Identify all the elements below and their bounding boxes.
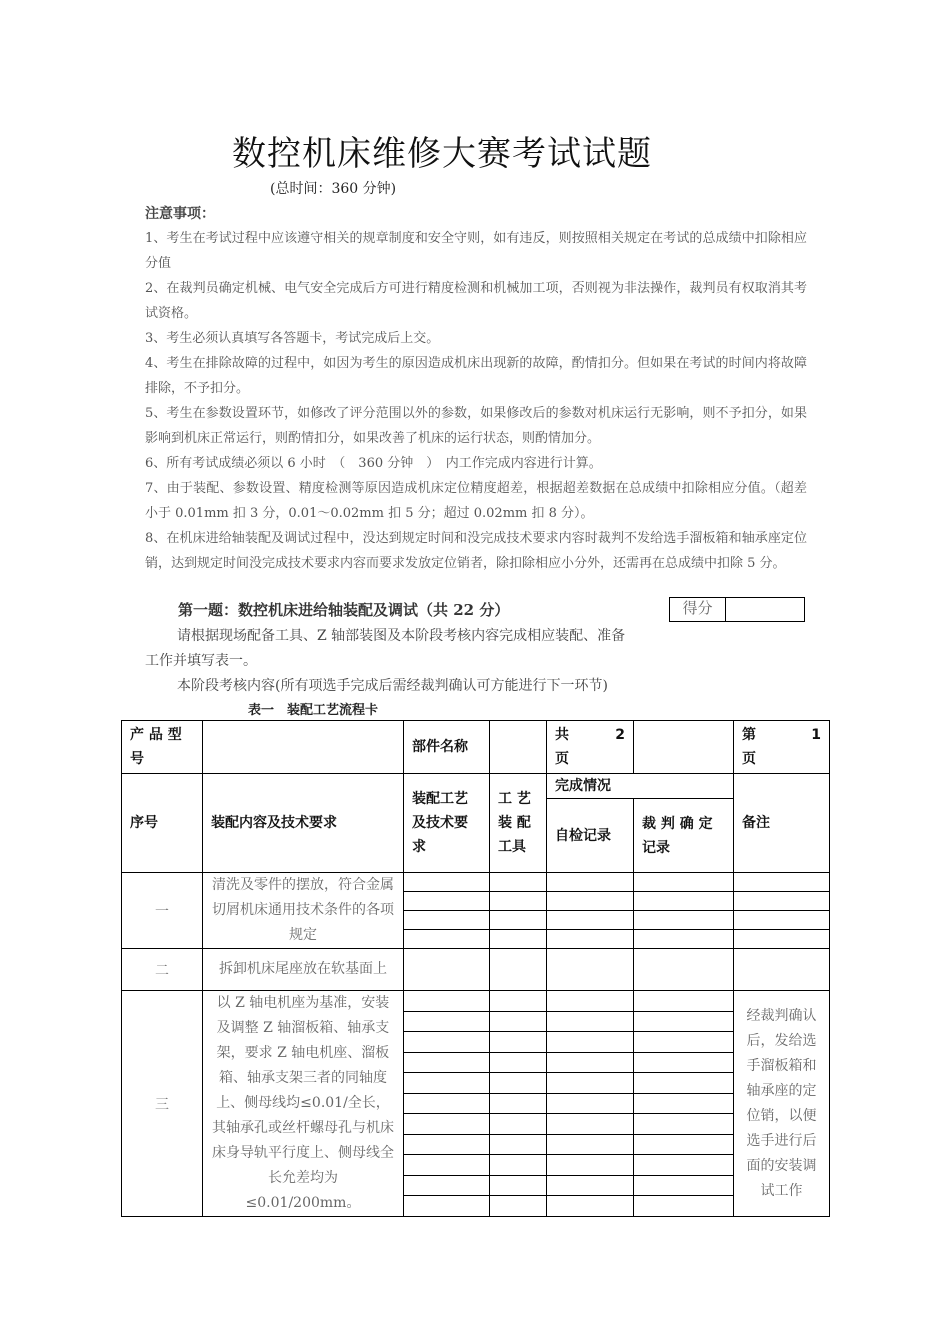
tools-cell[interactable] xyxy=(490,1134,547,1155)
product-model-line: 号 xyxy=(130,751,144,767)
referee-cell[interactable] xyxy=(634,949,734,991)
current-page xyxy=(734,721,830,774)
score-label: 得分 xyxy=(670,598,726,621)
referee-cell[interactable] xyxy=(634,1114,734,1135)
process-cell[interactable] xyxy=(404,1011,490,1032)
referee-cell[interactable] xyxy=(634,873,734,892)
current-page-prefix: 第 xyxy=(742,727,756,743)
total-pages-suffix: 页 xyxy=(555,751,569,767)
col-header-process: 装配工艺及技术要求 xyxy=(404,774,490,873)
tools-cell[interactable] xyxy=(490,1032,547,1053)
self-check-cell[interactable] xyxy=(547,1093,634,1114)
row-seq: 二 xyxy=(122,949,203,991)
self-check-cell[interactable] xyxy=(547,1052,634,1073)
tools-cell[interactable] xyxy=(490,873,547,892)
referee-cell[interactable] xyxy=(634,1073,734,1094)
self-check-cell[interactable] xyxy=(547,911,634,930)
score-input[interactable] xyxy=(726,598,804,621)
col-header-self-check: 自检记录 xyxy=(547,799,634,873)
process-cell[interactable] xyxy=(404,1196,490,1217)
row-seq: 三 xyxy=(122,991,203,1217)
self-check-cell[interactable] xyxy=(547,892,634,911)
tools-cell[interactable] xyxy=(490,892,547,911)
remark-cell[interactable] xyxy=(734,949,830,991)
part-name-value[interactable] xyxy=(490,721,547,774)
row-content: 拆卸机床尾座放在软基面上 xyxy=(203,949,404,991)
referee-cell[interactable] xyxy=(634,1155,734,1176)
notice-item: 3、考生必须认真填写各答题卡，考试完成后上交。 xyxy=(145,331,440,346)
self-check-cell[interactable] xyxy=(547,1011,634,1032)
process-cell[interactable] xyxy=(404,1175,490,1196)
tools-cell[interactable] xyxy=(490,1114,547,1135)
total-pages-number: 2 xyxy=(615,727,625,743)
question-1-description xyxy=(145,624,665,674)
referee-cell[interactable] xyxy=(634,1052,734,1073)
referee-cell[interactable] xyxy=(634,1011,734,1032)
assembly-process-card xyxy=(121,720,830,1217)
part-name-label: 部件名称 xyxy=(404,721,490,774)
self-check-cell[interactable] xyxy=(547,1032,634,1053)
referee-cell[interactable] xyxy=(634,1134,734,1155)
tools-cell[interactable] xyxy=(490,1093,547,1114)
product-model-label xyxy=(122,721,203,774)
process-cell[interactable] xyxy=(404,1155,490,1176)
referee-cell[interactable] xyxy=(634,1175,734,1196)
process-cell[interactable] xyxy=(404,1093,490,1114)
col-header-tools: 工 艺 装 配 工具 xyxy=(490,774,547,873)
notice-item: 5、考生在参数设置环节，如修改了评分范围以外的参数，如果修改后的参数对机床运行无影响，则不予扣分，如果影响到机床正常运行，则酌情扣分，如果改善了机床的运行状态，则酌情加分。 xyxy=(145,406,807,446)
self-check-cell[interactable] xyxy=(547,1196,634,1217)
process-cell[interactable] xyxy=(404,930,490,949)
referee-cell[interactable] xyxy=(634,930,734,949)
row-content: 清洗及零件的摆放，符合金属切屑机床通用技术条件的各项规定 xyxy=(203,873,404,949)
process-cell[interactable] xyxy=(404,892,490,911)
current-page-number: 1 xyxy=(811,727,821,743)
self-check-cell[interactable] xyxy=(547,949,634,991)
notice-item: 4、考生在排除故障的过程中，如因为考生的原因造成机床出现新的故障，酌情扣分。但如果在考试的时间内将故障排除，不予扣分。 xyxy=(145,356,807,396)
self-check-cell[interactable] xyxy=(547,991,634,1012)
notice-list xyxy=(145,226,807,576)
col-header-seq: 序号 xyxy=(122,774,203,873)
remark-cell[interactable] xyxy=(734,892,830,911)
notice-heading: 注意事项： xyxy=(145,206,215,222)
tools-cell[interactable] xyxy=(490,1155,547,1176)
tools-cell[interactable] xyxy=(490,991,547,1012)
remark-cell[interactable] xyxy=(734,911,830,930)
process-cell[interactable] xyxy=(404,1114,490,1135)
blank-cell xyxy=(634,721,734,774)
col-header-completion: 完成情况 xyxy=(547,774,734,799)
process-cell[interactable] xyxy=(404,1032,490,1053)
process-cell[interactable] xyxy=(404,911,490,930)
self-check-cell[interactable] xyxy=(547,1114,634,1135)
question-1-title: 第一题：数控机床进给轴装配及调试（共 22 分） xyxy=(178,601,510,619)
notice-item: 8、在机床进给轴装配及调试过程中，没达到规定时间和没完成技术要求内容时裁判不发给选手溜板箱和轴承座定位销，达到规定时间没完成技术要求内容而要求发放定位销者，除扣除相应小分外，还需再在总成绩中扣除 5 分。 xyxy=(145,531,807,571)
referee-cell[interactable] xyxy=(634,911,734,930)
remark-cell[interactable] xyxy=(734,930,830,949)
self-check-cell[interactable] xyxy=(547,1155,634,1176)
tools-cell[interactable] xyxy=(490,949,547,991)
process-cell[interactable] xyxy=(404,1134,490,1155)
product-model-value[interactable] xyxy=(203,721,404,774)
self-check-cell[interactable] xyxy=(547,930,634,949)
total-time: (总时间：360 分钟) xyxy=(270,181,397,197)
self-check-cell[interactable] xyxy=(547,1175,634,1196)
assessment-scope: 本阶段考核内容(所有项选手完成后需经裁判确认可方能进行下一环节) xyxy=(177,678,608,694)
self-check-cell[interactable] xyxy=(547,873,634,892)
referee-cell[interactable] xyxy=(634,1032,734,1053)
tools-cell[interactable] xyxy=(490,911,547,930)
tools-cell[interactable] xyxy=(490,1011,547,1032)
referee-cell[interactable] xyxy=(634,892,734,911)
notice-item: 6、所有考试成绩必须以 6 小时 （ 360 分钟 ） 内工作完成内容进行计算。 xyxy=(145,456,602,471)
row-remark: 经裁判确认后，发给选手溜板箱和轴承座的定位销，以便选手进行后面的安装调试工作 xyxy=(734,991,830,1217)
process-cell[interactable] xyxy=(404,873,490,892)
tools-cell[interactable] xyxy=(490,1196,547,1217)
tools-cell[interactable] xyxy=(490,1073,547,1094)
remark-cell[interactable] xyxy=(734,873,830,892)
self-check-cell[interactable] xyxy=(547,1134,634,1155)
self-check-cell[interactable] xyxy=(547,1073,634,1094)
row-seq: 一 xyxy=(122,873,203,949)
tools-cell[interactable] xyxy=(490,930,547,949)
score-box xyxy=(669,597,805,622)
notice-item: 2、在裁判员确定机械、电气安全完成后方可进行精度检测和机械加工项，否则视为非法操作，裁判员有权取消其考试资格。 xyxy=(145,281,807,321)
notice-item: 1、考生在考试过程中应该遵守相关的规章制度和安全守则，如有违反，则按照相关规定在考试的总成绩中扣除相应分值 xyxy=(145,231,807,271)
total-pages-prefix: 共 xyxy=(555,727,569,743)
referee-cell[interactable] xyxy=(634,991,734,1012)
col-header-referee: 裁 判 确 定 记录 xyxy=(634,799,734,873)
notice-item: 7、由于装配、参数设置、精度检测等原因造成机床定位精度超差，根据超差数据在总成绩中扣除相应分值。（超差小于 0.01mm 扣 3 分，0.01～0.02mm 扣 5 分；超过 0.02mm 扣 8 分）。 xyxy=(145,481,807,521)
total-pages xyxy=(547,721,634,774)
process-cell[interactable] xyxy=(404,1052,490,1073)
col-header-remarks: 备注 xyxy=(734,774,830,873)
row-content: 以 Z 轴电机座为基准，安装及调整 Z 轴溜板箱、轴承支架，要求 Z 轴电机座、溜板箱、轴承支架三者的同轴度上、侧母线均≤0.01/全长，其轴承孔或丝杆螺母孔与机床床身导轨平行度上、侧母线全长允差均为≤0.01/200mm。 xyxy=(203,991,404,1217)
referee-cell[interactable] xyxy=(634,1196,734,1217)
tools-cell[interactable] xyxy=(490,1175,547,1196)
page-title: 数控机床维修大赛考试试题 xyxy=(232,134,652,174)
description-line: 请根据现场配备工具、Z 轴部装图及本阶段考核内容完成相应装配、准备 xyxy=(177,628,626,644)
col-header-content: 装配内容及技术要求 xyxy=(203,774,404,873)
referee-cell[interactable] xyxy=(634,1093,734,1114)
process-cell[interactable] xyxy=(404,949,490,991)
product-model-line: 产 品 型 xyxy=(130,727,182,743)
process-cell[interactable] xyxy=(404,1073,490,1094)
process-cell[interactable] xyxy=(404,991,490,1012)
current-page-suffix: 页 xyxy=(742,751,756,767)
description-line: 工作并填写表一。 xyxy=(145,653,257,669)
table-caption: 表一 装配工艺流程卡 xyxy=(248,703,379,718)
tools-cell[interactable] xyxy=(490,1052,547,1073)
